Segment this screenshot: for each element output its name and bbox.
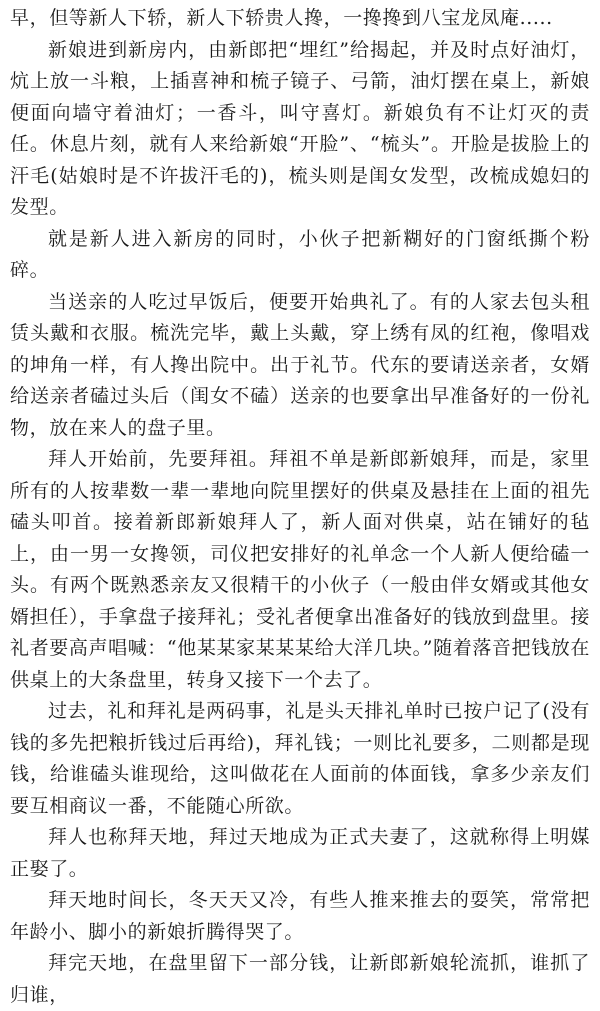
paragraph-8: 拜天地时间长，冬天天又冷，有些人推来推去的耍笑，常常把年龄小、脚小的新娘折腾得哭了。 [10, 889, 590, 943]
paragraph-9: 拜完天地，在盘里留下一部分钱，让新郎新娘轮流抓，谁抓了归谁， [10, 952, 590, 1006]
paragraph-5: 拜人开始前，先要拜祖。拜祖不单是新郎新娘拜，而是，家里所有的人按辈数一辈一辈地向院里摆好的供桌及悬挂在上面的祖先磕头叩首。接着新郎新娘拜人了，新人面对供桌，站在铺好的毡上，由一男一女搀领，司仪把安排好的礼单念一个人新人便给磕一头。有两个既熟悉亲友又很精干的小伙子（一般由伴女婿或其他女婿担任），手拿盘子接拜礼；受礼者便拿出准备好的钱放到盘里。接礼者要高声唱喊：“他某某家某某某给大洋几块。”随着落音把钱放在供桌上的大条盘里，转身又接下一个去了。 [10, 448, 590, 691]
paragraph-6: 过去，礼和拜礼是两码事，礼是头天排礼单时已按户记了(没有钱的多先把粮折钱过后再给)，拜礼钱；一则比礼要多，二则都是现钱，给谁磕头谁现给，这叫做花在人面前的体面钱，拿多少亲友们要互相商议一番，不能随心所欲。 [10, 700, 590, 817]
paragraph-1: 早，但等新人下轿，新人下轿贵人搀，一搀搀到八宝龙凤庵..... [10, 7, 553, 29]
paragraph-2: 新娘进到新房内，由新郎把“埋红”给揭起，并及时点好油灯，炕上放一斗粮，上插喜神和梳子镜子、弓箭，油灯摆在桌上，新娘便面向墙守着油灯；一香斗，叫守喜灯。新娘负有不让灯灭的责任。休息片刻，就有人来给新娘“开脸”、“梳头”。开脸是拔脸上的汗毛(姑娘时是不许拔汗毛的)，梳头则是闺女发型，改梳成媳妇的发型。 [10, 38, 590, 218]
paragraph-7: 拜人也称拜天地，拜过天地成为正式夫妻了，这就称得上明媒正娶了。 [10, 826, 590, 880]
paragraph-3: 就是新人进入新房的同时，小伙子把新糊好的门窗纸撕个粉碎。 [10, 227, 590, 281]
paragraph-4: 当送亲的人吃过早饭后，便要开始典礼了。有的人家去包头租赁头戴和衣服。梳洗完毕，戴上头戴，穿上绣有凤的红袍，像唱戏的坤角一样，有人搀出院中。出于礼节。代东的要请送亲者，女婿给送亲者磕过头后（闺女不磕）送亲的也要拿出早准备好的一份礼物，放在来人的盘子里。 [10, 290, 590, 439]
